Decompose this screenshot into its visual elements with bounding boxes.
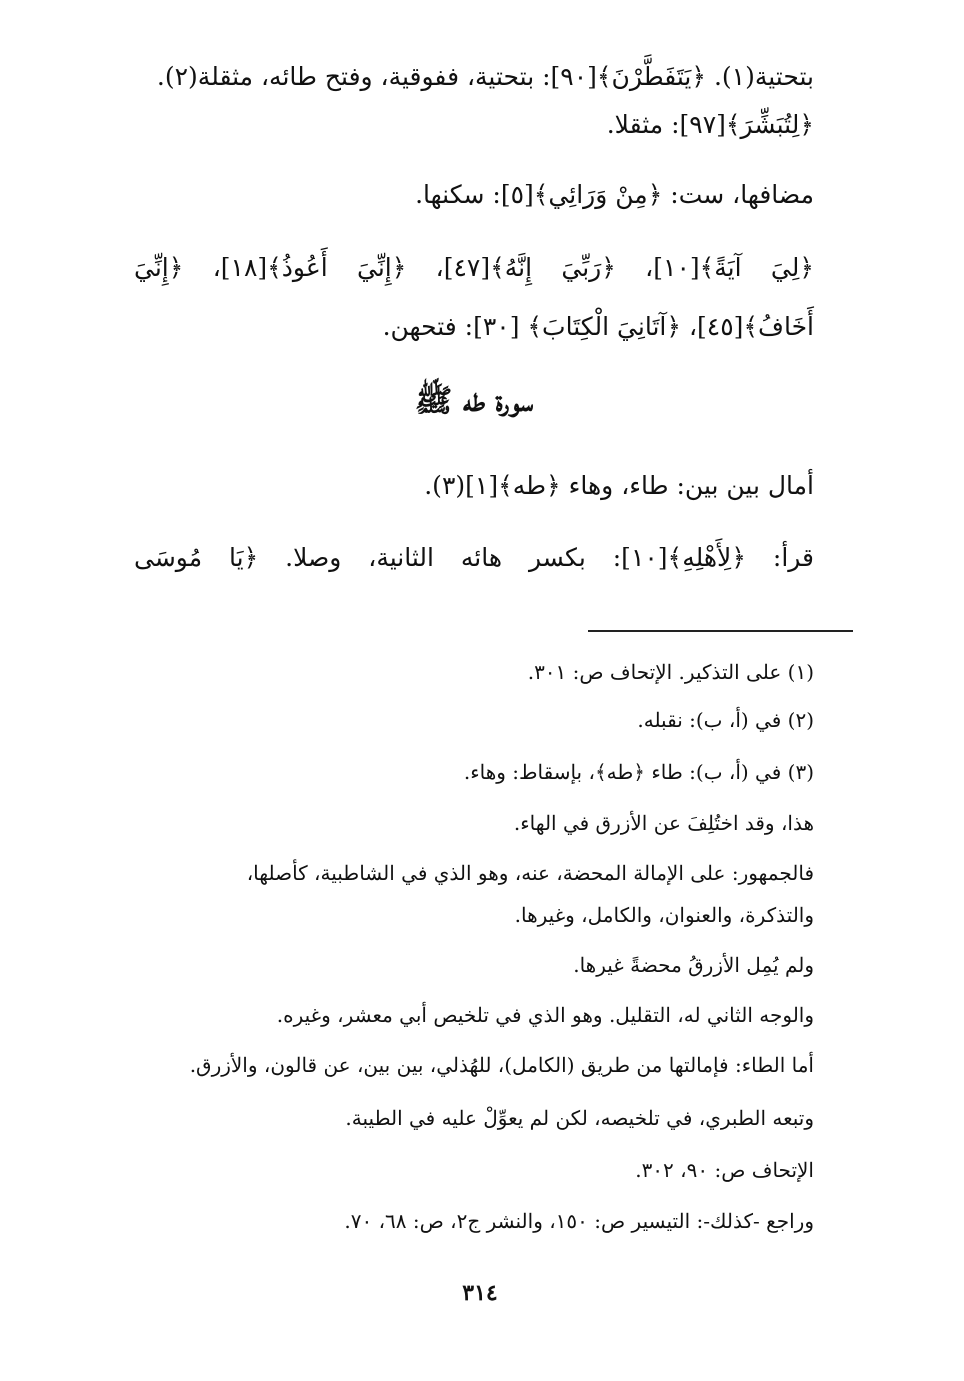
footnote-1: (١) على التذكير. الإتحاف ص: ٣٠١. [527,660,814,684]
main-text-line-5: أَخَافُ﴾[٤٥]، ﴿آتَانِيَ الْكِتَابَ﴾ [٣٠]: فتحهن. [382,312,814,341]
main-text-line-7: قرأ: ﴿لِأَهْلِهِ﴾[١٠]: بكسر هائه الثانية، وصلا. ﴿يَا مُوسَى [134,543,815,572]
footnote-3-note-4: ولم يُمِل الأزرقُ محضةً غيرها. [573,953,814,977]
footnote-3-note-8: الإتحاف ص: ٩٠، ٣٠٢. [635,1158,814,1182]
footnote-3-note-1: هذا، وقد اختُلِفَ عن الأزرق في الهاء. [513,811,814,835]
footnote-3-note-7: وتبعه الطبري، في تلخيصه، لكن لم يعوِّلْ عليه في الطيبة. [345,1106,814,1130]
footnote-3-note-5: والوجه الثاني له، التقليل. وهو الذي في تلخيص أبي معشر، وغيره. [276,1003,814,1027]
footnote-3-note-3: والتذكرة، والعنوان، والكامل، وغيرها. [514,903,814,927]
footnote-3: (٣) في (أ، ب): طاء ﴿طه﴾، بإسقاط: وهاء. [463,760,814,784]
main-text-line-1: بتحتية(١). ﴿يَتَفَطَّرْنَ﴾[٩٠]: بتحتية، ففوقية، وفتح طائه، مثقلة(٢). [156,62,814,91]
main-text-line-2: ﴿لِتُبَشِّرَ﴾[٩٧]: مثقلا. [606,110,814,139]
footnote-3-note-6: أما الطاء: فإمالتها من طريق (الكامل)، للهُذلي، بين بين، عن قالون، والأزرق. [189,1053,814,1077]
surah-title: سورة طه ﷺ [414,383,534,419]
main-text-line-4: ﴿لِيَ آيَةً﴾[١٠]، ﴿رَبِّيَ إِنَّهُ﴾[٤٧]، ﴿إِنِّيَ أَعُوذُ﴾[١٨]، ﴿إِنِّيَ [134,253,814,282]
page-number: ٣١٤ [462,1280,498,1306]
footnote-3-note-2: فالجمهور: على الإمالة المحضة، عنه، وهو الذي في الشاطبية، كأصلها، [246,861,814,885]
footnote-2: (٢) في (أ، ب): نقبله. [637,708,814,732]
footnote-3-note-9: وراجع -كذلك-: التيسير ص: ١٥٠، والنشر ج٢، ص: ٦٨، ٧٠. [344,1209,814,1233]
main-text-line-6: أمال بين بين: طاء، وهاء ﴿طه﴾[١](٣). [424,471,814,500]
footnote-separator [588,630,853,632]
main-text-line-3: مضافها، ست: ﴿مِنْ وَرَائِي﴾[٥]: سكنها. [415,180,814,209]
